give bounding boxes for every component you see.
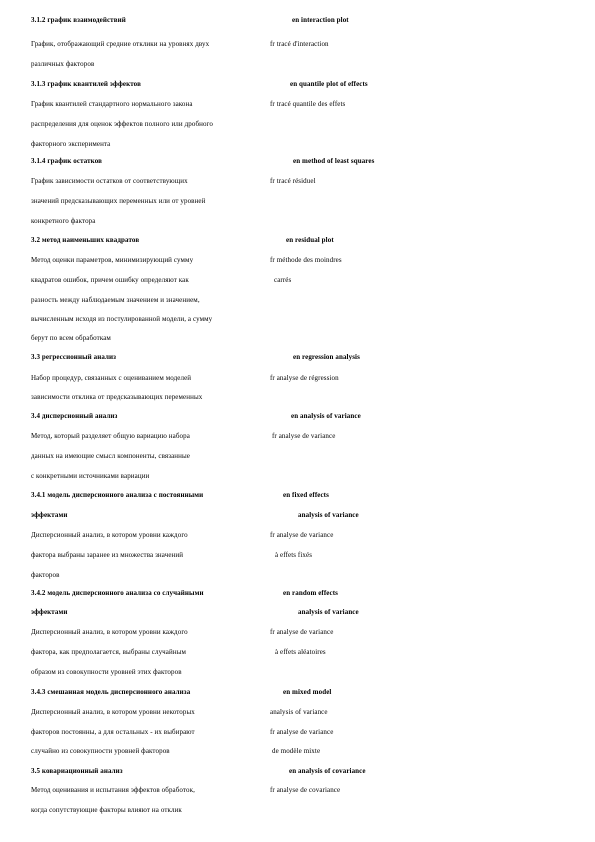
term-heading: 3.4.3 смешанная модель дисперсионного анализа <box>31 688 191 696</box>
definition-line: фактора, как предполагается, выбраны случайным <box>31 648 187 656</box>
term-heading: 3.2 метод наименьших квадратов <box>31 236 140 244</box>
term-heading: 3.4 дисперсионный анализ <box>31 412 118 420</box>
term-french: fr analyse de régression <box>270 374 339 382</box>
definition-line: образом из совокупности уровней этих факторов <box>31 668 182 676</box>
term-french: fr tracé d'interaction <box>270 40 329 48</box>
term-french: fr tracé quantile des effets <box>270 100 346 108</box>
term-english: en regression analysis <box>293 353 360 361</box>
definition-line: факторного эксперимента <box>31 140 111 148</box>
term-english: analysis of variance <box>298 608 359 616</box>
term-french: carrés <box>274 276 292 284</box>
definition-line: распределения для оценок эффектов полного или дробного <box>31 120 213 128</box>
term-english: en mixed model <box>283 688 332 696</box>
definition-line: зависимости отклика от предсказывающих переменных <box>31 393 203 401</box>
term-heading: 3.1.2 график взаимодействий <box>31 16 126 24</box>
term-french: de modèle mixte <box>272 747 321 755</box>
term-heading: 3.4.1 модель дисперсионного анализа с постоянными <box>31 491 204 499</box>
definition-line: График, отображающий средние отклики на уровнях двух <box>31 40 210 48</box>
term-english: en random effects <box>283 589 338 597</box>
definition-line: значений предсказывающих переменных или от уровней <box>31 197 206 205</box>
definition-line: конкретного фактора <box>31 217 96 225</box>
definition-line: Дисперсионный анализ, в котором уровни каждого <box>31 628 188 636</box>
definition-line: Метод оценки параметров, минимизирующий сумму <box>31 256 194 264</box>
term-french: à effets fixés <box>275 551 313 559</box>
term-french: fr tracé résiduel <box>270 177 316 185</box>
definition-line: различных факторов <box>31 60 95 68</box>
term-heading: 3.3 регрессионный анализ <box>31 353 117 361</box>
term-heading: 3.1.3 график квантилей эффектов <box>31 80 141 88</box>
term-french: fr analyse de covariance <box>270 786 341 794</box>
definition-line: Метод, который разделяет общую вариацию набора <box>31 432 190 440</box>
term-french: fr analyse de variance <box>270 628 334 636</box>
term-heading: 3.1.4 график остатков <box>31 157 103 165</box>
definition-line: Дисперсионный анализ, в котором уровни каждого <box>31 531 188 539</box>
definition-line: Набор процедур, связанных с оцениванием моделей <box>31 374 192 382</box>
term-english: en interaction plot <box>292 16 349 24</box>
definition-line: фактора выбраны заранее из множества значений <box>31 551 184 559</box>
definition-line: разность между наблюдаемым значением и значением, <box>31 296 200 304</box>
term-english: analysis of variance <box>298 511 359 519</box>
term-english: en residual plot <box>286 236 334 244</box>
term-english: en method of least squares <box>293 157 375 165</box>
term-french: fr analyse de variance <box>272 432 336 440</box>
term-english: analysis of variance <box>270 708 328 716</box>
definition-line: вычисленным исходя из постулированной модели, а сумму <box>31 315 213 323</box>
term-english: en quantile plot of effects <box>290 80 368 88</box>
definition-line: факторов <box>31 571 60 579</box>
term-english: en analysis of covariance <box>289 767 366 775</box>
definition-line: квадратов ошибок, причем ошибку определяют как <box>31 276 189 284</box>
term-heading: эффектами <box>31 511 68 519</box>
term-english: en analysis of variance <box>291 412 361 420</box>
term-french: fr analyse de variance <box>270 728 334 736</box>
definition-line: с конкретными источниками вариации <box>31 472 150 480</box>
definition-line: График квантилей стандартного нормального закона <box>31 100 193 108</box>
term-french: fr analyse de variance <box>270 531 334 539</box>
term-heading: 3.5 ковариационный анализ <box>31 767 123 775</box>
term-heading: эффектами <box>31 608 68 616</box>
definition-line: Метод оценивания и испытания эффектов обработок, <box>31 786 195 794</box>
definition-line: когда сопутствующие факторы влияют на отклик <box>31 806 182 814</box>
definition-line: График зависимости остатков от соответствующих <box>31 177 188 185</box>
definition-line: данных на имеющие смысл компоненты, связанные <box>31 452 190 460</box>
definition-line: факторов постоянны, а для остальных - их выбирают <box>31 728 195 736</box>
definition-line: берут по всем обработкам <box>31 334 111 342</box>
definition-line: Дисперсионный анализ, в котором уровни некоторых <box>31 708 195 716</box>
definition-line: случайно из совокупности уровней факторов <box>31 747 170 755</box>
term-english: en fixed effects <box>283 491 329 499</box>
term-french: fr méthode des moindres <box>270 256 342 264</box>
term-heading: 3.4.2 модель дисперсионного анализа со случайными <box>31 589 204 597</box>
term-french: à effets aléatoires <box>275 648 326 656</box>
